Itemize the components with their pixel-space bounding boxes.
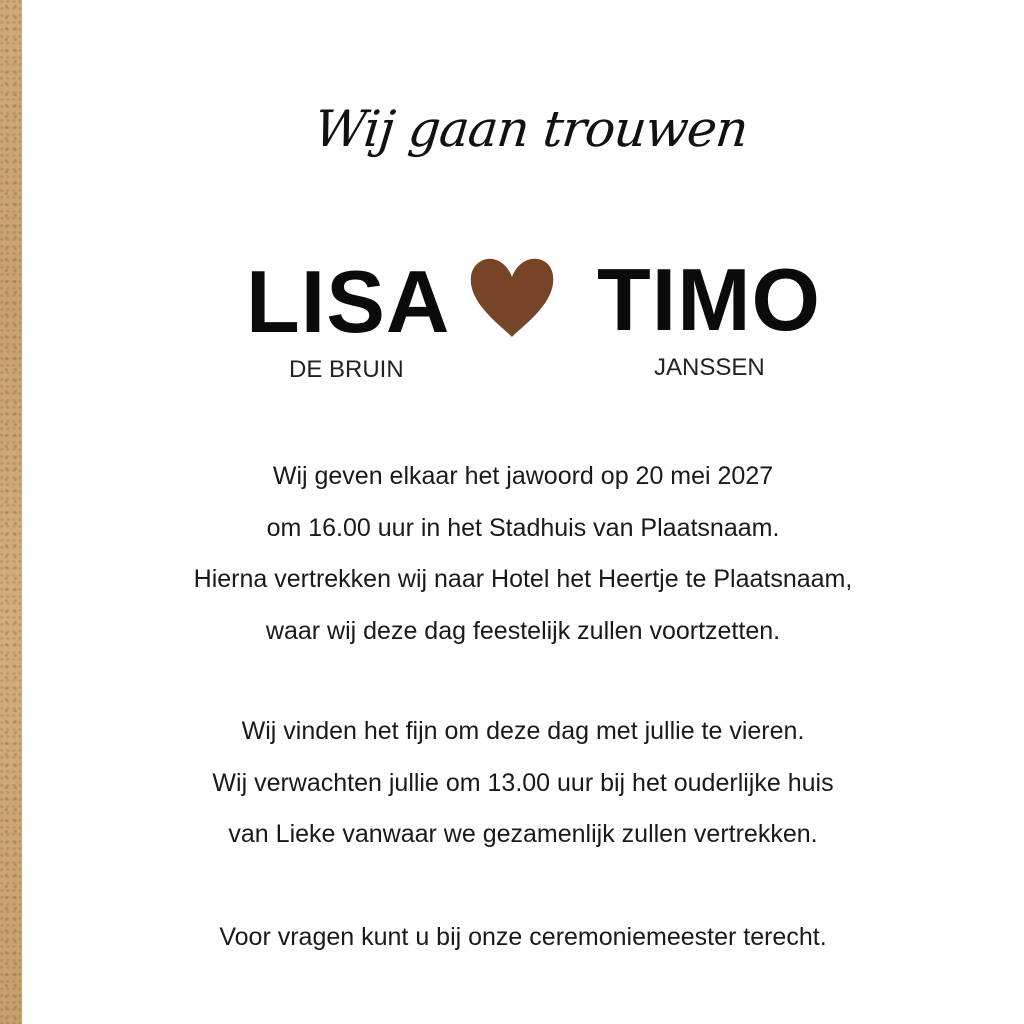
paragraph-line: van Lieke vanwaar we gezamenlijk zullen vertrekken. <box>228 820 818 848</box>
paragraph-line: Hierna vertrekken wij naar Hotel het Heertje te Plaatsnaam, <box>193 565 853 593</box>
card-title: Wij gaan trouwen <box>311 100 751 158</box>
kraft-paper-edge <box>0 0 22 1024</box>
gathering-paragraph <box>22 706 1024 861</box>
paragraph-line: Wij geven elkaar het jawoord op 20 mei 2027 <box>272 462 774 490</box>
heart-icon <box>469 257 555 339</box>
invitation-card <box>22 0 1024 1024</box>
paragraph-line: Wij vinden het fijn om deze dag met jullie te vieren. <box>241 717 805 745</box>
paragraph-line: waar wij deze dag feestelijk zullen voortzetten. <box>265 616 781 645</box>
paragraph-line: Wij verwachten jullie om 13.00 uur bij het ouderlijke huis <box>212 768 834 797</box>
bride-last-name: DE BRUIN <box>289 356 404 383</box>
paragraph-line: om 16.00 uur in het Stadhuis van Plaatsnaam. <box>266 513 780 542</box>
bride-first-name: LISA <box>246 252 451 351</box>
groom-last-name: JANSSEN <box>654 354 765 381</box>
groom-first-name: TIMO <box>597 250 821 349</box>
paragraph-line: Voor vragen kunt u bij onze ceremoniemeester terecht. <box>219 923 827 951</box>
ceremony-paragraph <box>22 451 1024 657</box>
questions-paragraph <box>22 912 1024 964</box>
